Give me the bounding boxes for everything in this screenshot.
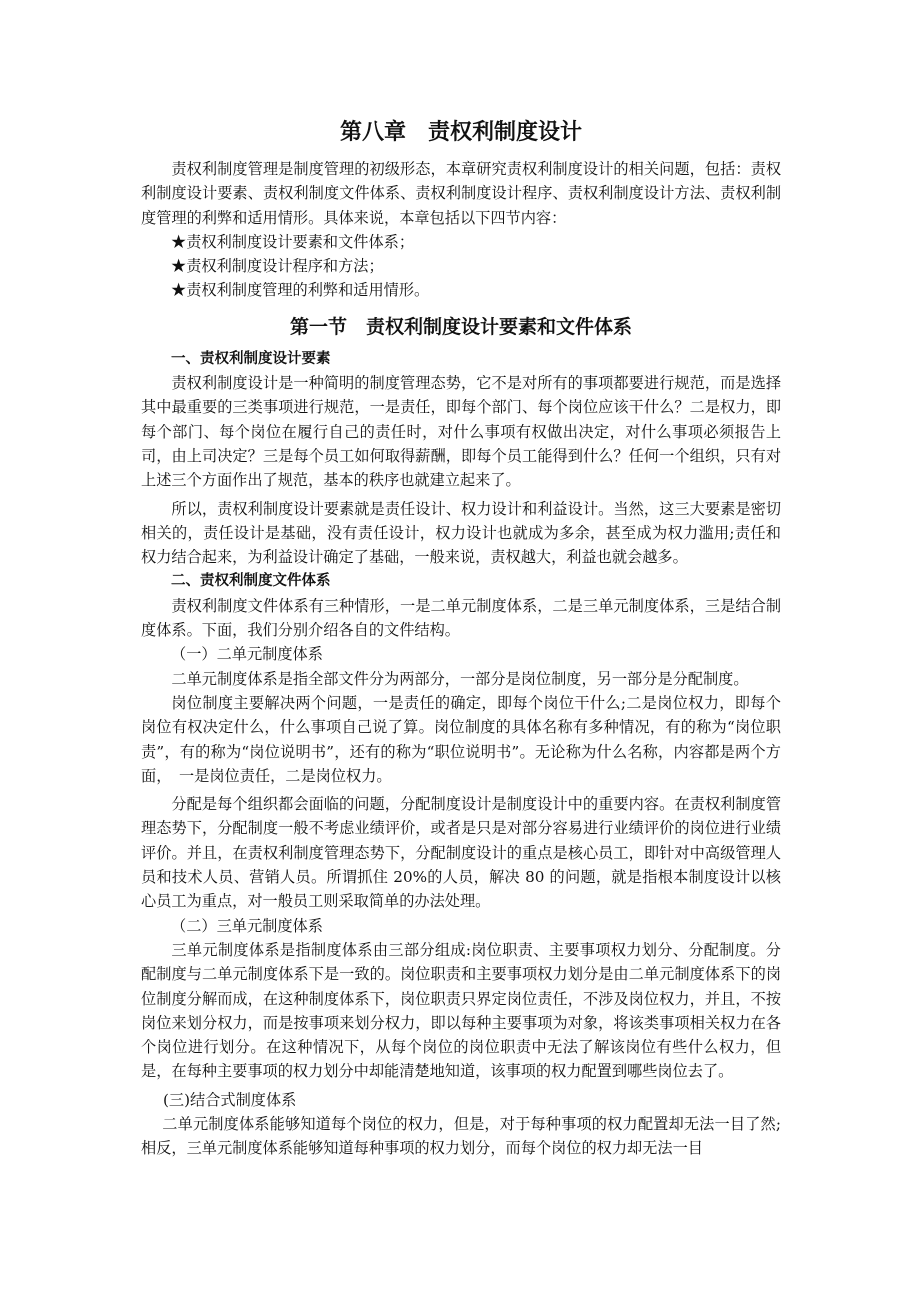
subsection-2-paragraph-1: 三单元制度体系是指制度体系由三部分组成:岗位职责、主要事项权力划分、分配制度。分配制度与二单元制度体系下是一致的。岗位职责和主要事项权力划分是由二单元制度体系下的岗位制度分解而成，在这种制度体系下，岗位职责只界定岗位责任，不涉及岗位权力，并且，不按岗位来划分权力，而是按事项来划分权力，即以每种主要事项为对象，将该类事项相关权力在各个岗位进行划分。在这种情况下，从每个岗位的岗位职责中无法了解该岗位有些什么权力，但是，在每种主要事项的权力划分中却能清楚地知道，该事项的权力配置到哪些岗位去了。 — [141, 940, 781, 1081]
intro-bullet-3: ★责权利制度管理的利弊和适用情形。 — [171, 281, 430, 300]
section-1-title: 第一节 责权利制度设计要素和文件体系 — [289, 315, 632, 338]
document-page — [141, 118, 781, 1161]
subsection-3-heading: (三)结合式制度体系 — [163, 1090, 297, 1109]
intro-bullet-2: ★责权利制度设计程序和方法； — [171, 257, 384, 276]
part-1-paragraph-2: 所以，责权利制度设计要素就是责任设计、权力设计和利益设计。当然，这三大要素是密切相关的，责任设计是基础，没有责任设计，权力设计也就成为多余，甚至成为权力滥用;责任和权力结合起来，为利益设计确定了基础，一般来说，责权越大，利益也就会越多。 — [141, 499, 781, 567]
subsection-1-heading: （一）二单元制度体系 — [171, 645, 323, 664]
intro-paragraph: 责权利制度管理是制度管理的初级形态，本章研究责权利制度设计的相关问题，包括：责权利制度设计要素、责权利制度文件体系、责权利制度设计程序、责权利制度设计方法、责权利制度管理的利弊和适用情形。具体来说，本章包括以下四节内容： — [141, 160, 781, 227]
subsection-1-paragraph-1: 二单元制度体系是指全部文件分为两部分，一部分是岗位制度，另一部分是分配制度。 — [171, 669, 749, 688]
subsection-1-paragraph-3: 分配是每个组织都会面临的问题，分配制度设计是制度设计中的重要内容。在责权利制度管理态势下，分配制度一般不考虑业绩评价，或者是只是对部分容易进行业绩评价的岗位进行业绩评价。并且，在责权利制度管理态势下，分配制度设计的重点是核心员工，即针对中高级管理人员和技术人员、营销人员。所谓抓住 20%的人员，解决 80 的问题，就是指根本制度设计以核心员工为重点，对一般员工则采取简单的办法处理。 — [141, 795, 781, 911]
part-2-paragraph-1: 责权利制度文件体系有三种情形，一是二单元制度体系，二是三单元制度体系，三是结合制度体系。下面，我们分别介绍各自的文件结构。 — [141, 596, 781, 640]
part-2-heading: 二、责权利制度文件体系 — [171, 573, 331, 590]
part-1-paragraph-1: 责权利制度设计是一种简明的制度管理态势，它不是对所有的事项都要进行规范，而是选择其中最重要的三类事项进行规范，一是责任，即每个部门、每个岗位应该干什么？二是权力，即每个部门、每个岗位在履行自己的责任时，对什么事项有权做出决定，对什么事项必须报告上司，由上司决定？三是每个员工如何取得薪酬，即每个员工能得到什么？任何一个组织，只有对上述三个方面作出了规范，基本的秩序也就建立起来了。 — [141, 374, 781, 490]
subsection-3-paragraph-1: 二单元制度体系能够知道每个岗位的权力，但是，对于每种事项的权力配置却无法一目了然;相反，三单元制度体系能够知道每种事项的权力划分，而每个岗位的权力却无法一目 — [141, 1114, 781, 1158]
subsection-1-paragraph-2: 岗位制度主要解决两个问题，一是责任的确定，即每个岗位干什么;二是岗位权力，即每个岗位有权决定什么，什么事项自己说了算。岗位制度的具体名称有多种情况，有的称为“岗位职责”，有的称为“岗位说明书”，还有的称为“职位说明书”。无论称为什么名称，内容都是两个方面， 一是岗位责任，二是岗位权力。 — [141, 693, 781, 785]
subsection-2-heading: （二）三单元制度体系 — [171, 916, 323, 935]
part-1-heading: 一、责权利制度设计要素 — [171, 350, 331, 367]
chapter-title: 第八章 责权利制度设计 — [339, 120, 582, 145]
intro-bullet-1: ★责权利制度设计要素和文件体系； — [171, 232, 414, 251]
